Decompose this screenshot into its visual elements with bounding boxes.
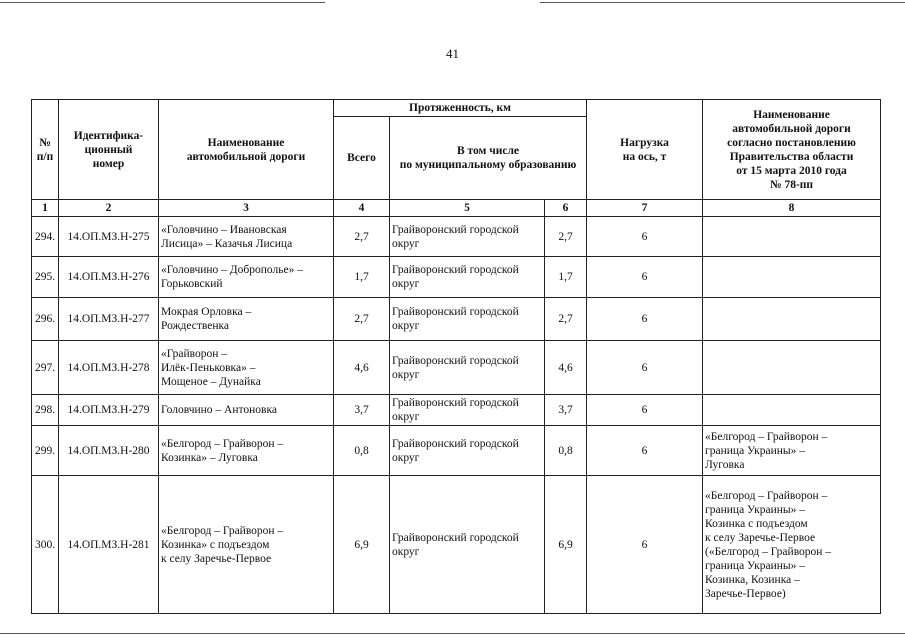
axle-load: 6	[587, 395, 703, 426]
length-total: 2,7	[334, 298, 390, 341]
municipality: Грайворонский городской округ	[390, 426, 545, 476]
header-gov-name: Наименование автомобильной дороги согласно постановлению Правительства области от 15 марта 2010 года № 78-пп	[703, 100, 881, 200]
length-total: 6,9	[334, 476, 390, 614]
header-municipal: В том числе по муниципальному образованию	[390, 117, 587, 200]
row-number: 299.	[32, 426, 59, 476]
axle-load: 6	[587, 476, 703, 614]
table-row	[32, 298, 881, 341]
gov-road-name: «Белгород – Грайворон – граница Украины» – Луговка	[703, 426, 881, 476]
municipal-length: 2,7	[545, 298, 587, 341]
municipality: Грайворонский городской округ	[390, 298, 545, 341]
table-row	[32, 426, 881, 476]
col-num-3: 3	[159, 200, 334, 217]
gov-road-name: «Белгород – Грайворон – граница Украины» – Козинка с подъездом к селу Заречье-Первое («Белгород – Грайворон – граница Украины» – Козинка, Козинка – Заречье-Первое)	[703, 476, 881, 614]
table-row	[32, 257, 881, 298]
col-num-8: 8	[703, 200, 881, 217]
road-name: «Головчино – Ивановская Лисица» – Казачья Лисица	[159, 217, 334, 257]
road-name: «Белгород – Грайворон – Козинка» с подъездом к селу Заречье-Первое	[159, 476, 334, 614]
row-number: 298.	[32, 395, 59, 426]
municipality: Грайворонский городской округ	[390, 217, 545, 257]
col-num-4: 4	[334, 200, 390, 217]
header-id: Идентифика- ционный номер	[59, 100, 159, 200]
row-number: 295.	[32, 257, 59, 298]
column-number-row	[32, 200, 881, 217]
col-num-7: 7	[587, 200, 703, 217]
road-id: 14.ОП.МЗ.Н-279	[59, 395, 159, 426]
header-length-group: Протяженность, км	[334, 100, 587, 117]
row-number: 297.	[32, 341, 59, 395]
length-total: 4,6	[334, 341, 390, 395]
road-name: «Белгород – Грайворон – Козинка» – Луговка	[159, 426, 334, 476]
col-num-2: 2	[59, 200, 159, 217]
road-id: 14.ОП.МЗ.Н-278	[59, 341, 159, 395]
road-name: «Головчино – Доброполье» – Горьковский	[159, 257, 334, 298]
gov-road-name	[703, 217, 881, 257]
municipal-length: 6,9	[545, 476, 587, 614]
length-total: 0,8	[334, 426, 390, 476]
axle-load: 6	[587, 257, 703, 298]
gov-road-name	[703, 395, 881, 426]
header-num: № п/п	[32, 100, 59, 200]
municipal-length: 0,8	[545, 426, 587, 476]
table-row	[32, 341, 881, 395]
top-rule-left	[0, 2, 325, 3]
bottom-rule	[0, 633, 905, 634]
municipality: Грайворонский городской округ	[390, 395, 545, 426]
length-total: 2,7	[334, 217, 390, 257]
municipal-length: 4,6	[545, 341, 587, 395]
road-name: Мокрая Орловка – Рождественка	[159, 298, 334, 341]
length-total: 3,7	[334, 395, 390, 426]
municipal-length: 3,7	[545, 395, 587, 426]
road-id: 14.ОП.МЗ.Н-281	[59, 476, 159, 614]
gov-road-name	[703, 298, 881, 341]
row-number: 296.	[32, 298, 59, 341]
top-rule-right	[540, 2, 905, 3]
municipality: Грайворонский городской округ	[390, 476, 545, 614]
length-total: 1,7	[334, 257, 390, 298]
header-total: Всего	[334, 117, 390, 200]
col-num-1: 1	[32, 200, 59, 217]
road-id: 14.ОП.МЗ.Н-280	[59, 426, 159, 476]
table-row	[32, 476, 881, 614]
table-row	[32, 217, 881, 257]
gov-road-name	[703, 341, 881, 395]
road-name: Головчино – Антоновка	[159, 395, 334, 426]
axle-load: 6	[587, 298, 703, 341]
gov-road-name	[703, 257, 881, 298]
road-id: 14.ОП.МЗ.Н-275	[59, 217, 159, 257]
col-num-6: 6	[545, 200, 587, 217]
row-number: 294.	[32, 217, 59, 257]
col-num-5: 5	[390, 200, 545, 217]
row-number: 300.	[32, 476, 59, 614]
axle-load: 6	[587, 341, 703, 395]
header-axle-load: Нагрузка на ось, т	[587, 100, 703, 200]
municipality: Грайворонский городской округ	[390, 257, 545, 298]
axle-load: 6	[587, 217, 703, 257]
header-road-name: Наименование автомобильной дороги	[159, 100, 334, 200]
municipality: Грайворонский городской округ	[390, 341, 545, 395]
axle-load: 6	[587, 426, 703, 476]
road-id: 14.ОП.МЗ.Н-277	[59, 298, 159, 341]
road-name: «Грайворон – Илёк-Пеньковка» – Мощеное – Дунайка	[159, 341, 334, 395]
roads-table	[31, 99, 881, 614]
municipal-length: 2,7	[545, 217, 587, 257]
municipal-length: 1,7	[545, 257, 587, 298]
table-row	[32, 395, 881, 426]
page-number: 41	[446, 46, 459, 61]
road-id: 14.ОП.МЗ.Н-276	[59, 257, 159, 298]
